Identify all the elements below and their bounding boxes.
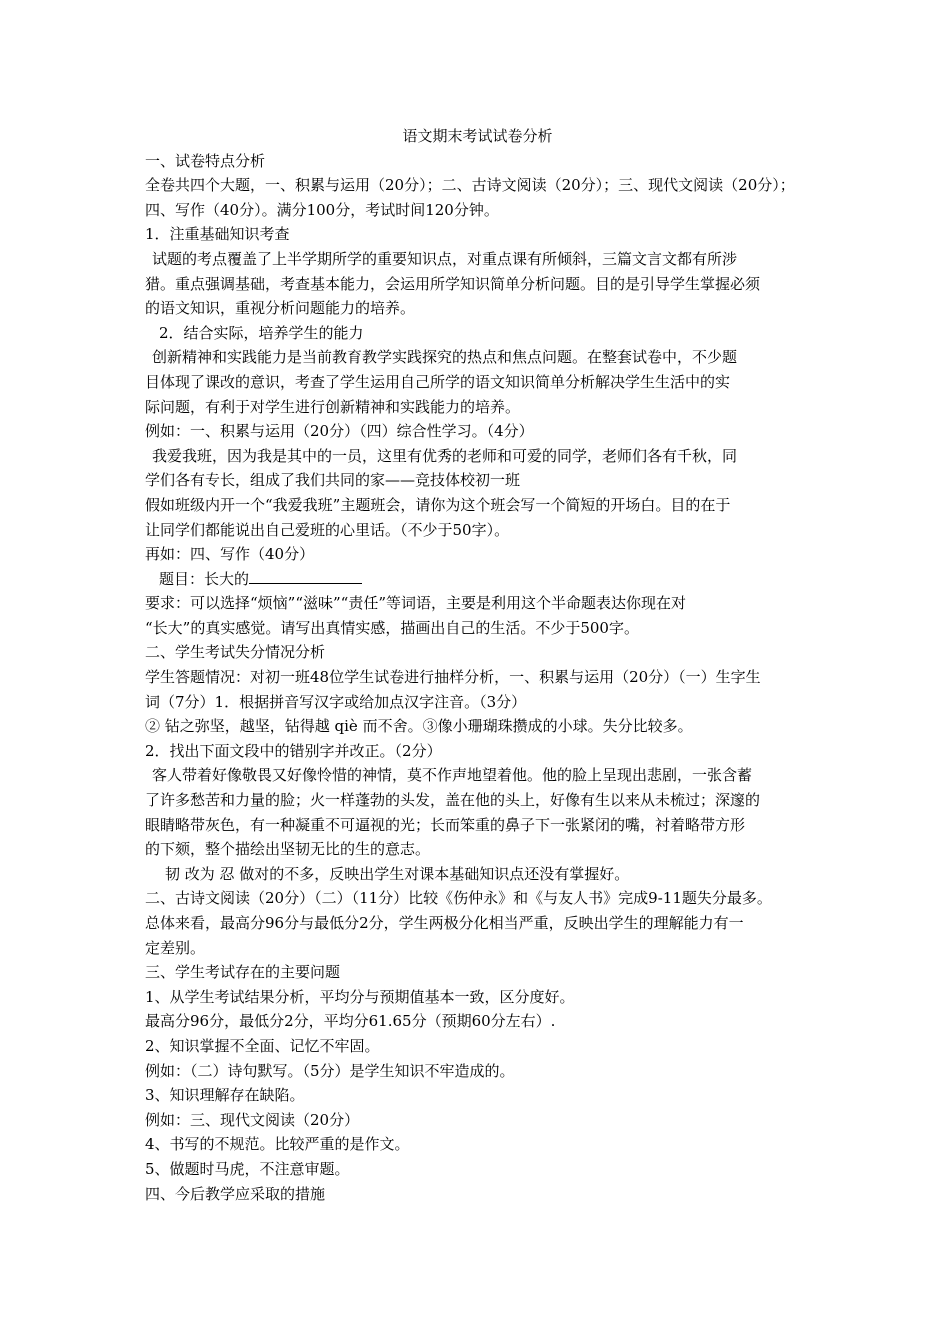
paragraph-line: 学们各有专长，组成了我们共同的家——竞技体校初一班 <box>145 471 521 490</box>
paragraph-line: 的语文知识，重视分析问题能力的培养。 <box>145 299 416 318</box>
paragraph-line: 试题的考点覆盖了上半学期所学的重要知识点，对重点课有所倾斜，三篇文言文都有所涉 <box>152 249 738 268</box>
section-heading: 四、今后教学应采取的措施 <box>145 1184 326 1203</box>
paragraph-line: 际问题，有利于对学生进行创新精神和实践能力的培养。 <box>145 397 521 416</box>
paragraph-line: 2、知识掌握不全面、记忆不牢固。 <box>145 1036 380 1055</box>
paragraph-line: ② 钻之弥坚，越坚，钻得越 qiè 而不舍。③像小珊瑚珠攒成的小球。失分比较多。 <box>145 717 693 736</box>
paragraph-line: 眼睛略带灰色，有一种凝重不可逼视的光；长而笨重的鼻子下一张紧闭的嘴，衬着略带方形 <box>145 815 746 834</box>
subsection-heading: 1．注重基础知识考查 <box>145 225 290 244</box>
paragraph-line: 例如：（二）诗句默写。（5分）是学生知识不牢造成的。 <box>145 1061 515 1080</box>
paragraph-line: 四、写作（40分）。满分100分，考试时间120分钟。 <box>145 200 499 219</box>
fill-in-blank <box>249 568 362 584</box>
paragraph-line: 再如：四、写作（40分） <box>145 545 315 564</box>
paragraph-line: 全卷共四个大题，一、积累与运用（20分）；二、古诗文阅读（20分）；三、现代文阅读（20分）； <box>145 176 795 195</box>
paragraph-line: 定差别。 <box>145 938 206 957</box>
document-page <box>145 124 810 1206</box>
section-heading: 二、学生考试失分情况分析 <box>145 643 326 662</box>
paragraph-line: 猎。重点强调基础，考查基本能力，会运用所学知识简单分析问题。目的是引导学生掌握必须 <box>145 274 761 293</box>
paragraph-line: 创新精神和实践能力是当前教育教学实践探究的热点和焦点问题。在整套试卷中，不少题 <box>152 348 738 367</box>
paragraph-line: 要求：可以选择“烦恼”“滋味”“责任”等词语，主要是利用这个半命题表达你现在对 <box>145 594 687 613</box>
paragraph-line: 最高分96分，最低分2分，平均分61.65分（预期60分左右）. <box>145 1012 556 1031</box>
paragraph-line: 3、知识理解存在缺陷。 <box>145 1086 305 1105</box>
paragraph-line: 词（7分）1．根据拼音写汉字或给加点汉字注音。（3分） <box>145 692 527 711</box>
subsection-heading: 2．结合实际，培养学生的能力 <box>159 323 364 342</box>
section-heading: 三、学生考试存在的主要问题 <box>145 963 341 982</box>
paragraph-line: 1、从学生考试结果分析，平均分与预期值基本一致，区分度好。 <box>145 987 575 1006</box>
paragraph-line: 我爱我班，因为我是其中的一员，这里有优秀的老师和可爱的同学，老师们各有千秋，同 <box>152 446 738 465</box>
paragraph-line: 了许多愁苦和力量的脸；火一样蓬勃的头发，盖在他的头上，好像有生以来从未梳过；深邃的 <box>145 791 761 810</box>
paragraph-line: 5、做题时马虎，不注意审题。 <box>145 1159 350 1178</box>
paragraph-line: “长大”的真实感觉。请写出真情实感，描画出自己的生活。不少于500字。 <box>145 618 639 637</box>
paragraph-line: 假如班级内开一个“我爱我班”主题班会，请你为这个班会写一个简短的开场白。目的在于 <box>145 495 731 514</box>
paragraph-line: 例如：一、积累与运用（20分）（四）综合性学习。（4分） <box>145 422 534 441</box>
paragraph-line: 例如：三、现代文阅读（20分） <box>145 1110 360 1129</box>
paragraph-line: 客人带着好像敬畏又好像怜惜的神情，莫不作声地望着他。他的脸上呈现出悲剧，一张含蓄 <box>152 766 753 785</box>
paragraph-line: 总体来看，最高分96分与最低分2分，学生两极分化相当严重，反映出学生的理解能力有一 <box>145 914 744 932</box>
essay-prompt-text: 题目：长大的 <box>159 569 250 588</box>
paragraph-line: 的下颏，整个描绘出坚韧无比的生的意志。 <box>145 840 431 859</box>
paragraph-line: 二、古诗文阅读（20分）（二）（11分）比较《伤仲永》和《与友人书》完成9-11题失分最多。 <box>145 889 772 908</box>
paragraph-line: 2．找出下面文段中的错别字并改正。（2分） <box>145 741 442 760</box>
document-title: 语文期末考试试卷分析 <box>402 127 553 145</box>
paragraph-line: 4、书写的不规范。比较严重的是作文。 <box>145 1135 410 1154</box>
paragraph-line: 目体现了课改的意识，考查了学生运用自己所学的语文知识简单分析解决学生生活中的实 <box>145 372 731 391</box>
paragraph-line: 让同学们都能说出自己爱班的心里话。（不少于50字）。 <box>145 520 510 539</box>
paragraph-line: 学生答题情况：对初一班48位学生试卷进行抽样分析，一、积累与运用（20分）（一）生字生 <box>145 668 761 687</box>
essay-prompt-line <box>145 567 810 592</box>
paragraph-line: 韧 改为 忍 做对的不多，反映出学生对课本基础知识点还没有掌握好。 <box>165 864 630 883</box>
section-heading: 一、试卷特点分析 <box>145 151 266 170</box>
